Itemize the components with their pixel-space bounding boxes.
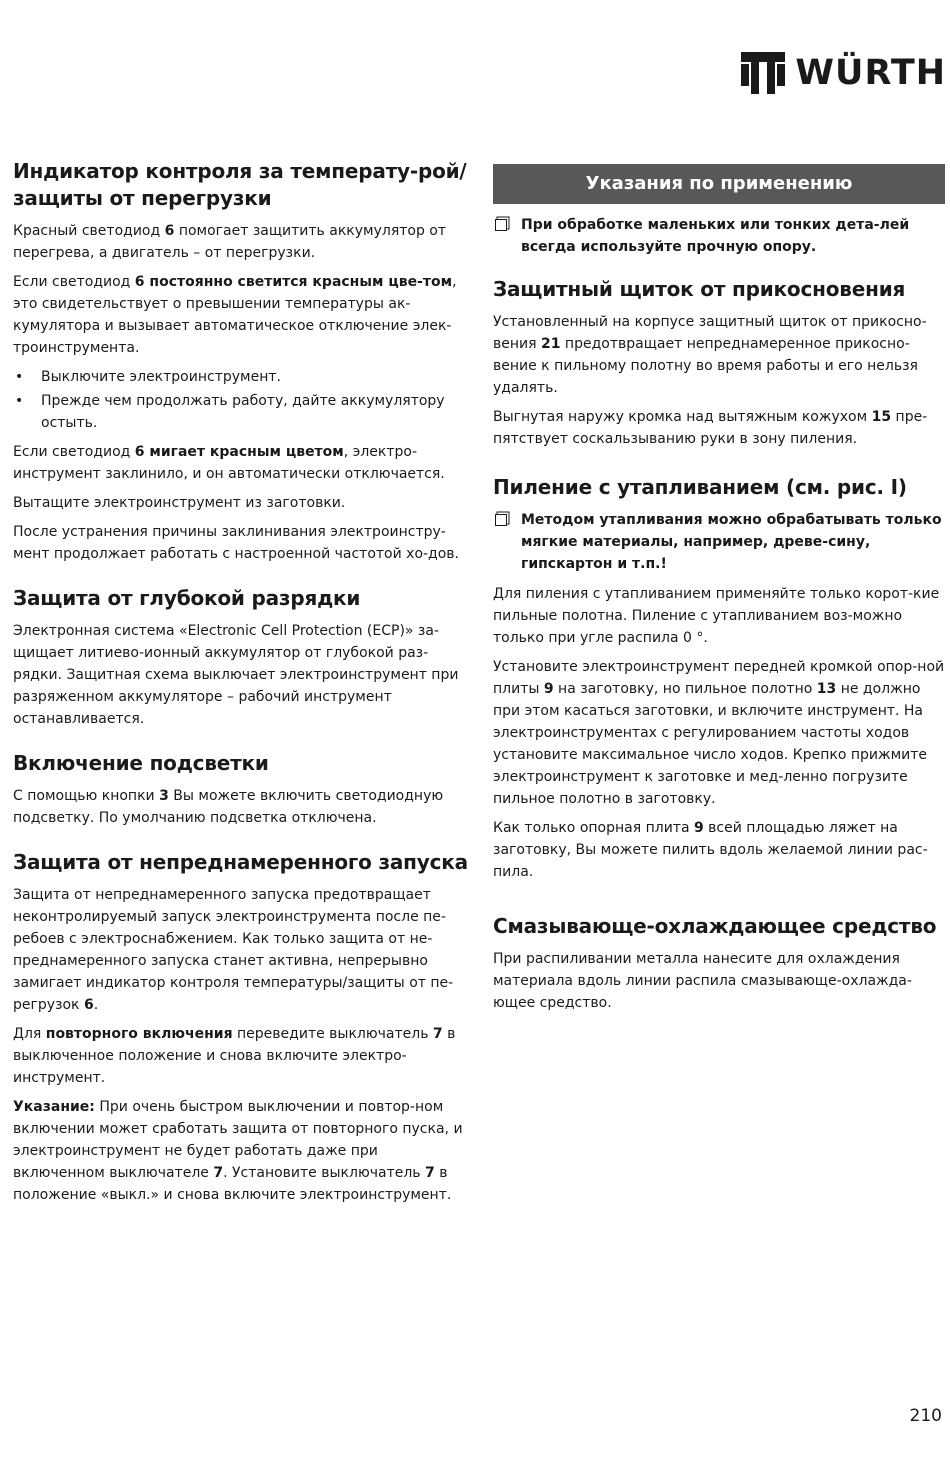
checkbox-square-icon bbox=[495, 219, 507, 231]
section-title: Защитный щиток от прикосновения bbox=[493, 277, 906, 301]
section-contact-guard bbox=[493, 276, 945, 450]
paragraph: Вытащите электроинструмент из заготовки. bbox=[13, 495, 346, 511]
paragraph: Если светодиод 6 мигает красным цветом, электро-инструмент заклинило, и он автоматически отключается. bbox=[13, 444, 445, 482]
paragraph: Если светодиод 6 постоянно светится красным цве-том, это свидетельствует о превышении температуры ак-кумулятора и вызывает автоматическое отключение элек-троинструмента. bbox=[13, 274, 457, 356]
section-light bbox=[13, 750, 468, 829]
section-restart-protection bbox=[13, 849, 468, 1206]
paragraph: Указание: При очень быстром выключении и повтор-ном включении может сработать защита от повторного пуска, и электроинструмент не будет работать даже при включенном выключателе 7. Установите выключатель 7 в положение «выкл.» и снова включите электроинструмент. bbox=[13, 1099, 463, 1203]
paragraph: После устранения причины заклинивания электроинстру-мент продолжает работать с настроенной частотой хо-дов. bbox=[13, 524, 460, 562]
section-title: Защита от непреднамеренного запуска bbox=[13, 850, 468, 874]
paragraph: Защита от непреднамеренного запуска предотвращает неконтролируемый запуск электроинструмента после пе-ребоев с электроснабжением. Как только защита от не-преднамеренного запуска станет активна, непрерывно замигает индикатор контроля температуры/защиты от пе-регрузок 6. bbox=[13, 887, 454, 1013]
paragraph: Выгнутая наружу кромка над вытяжным кожухом 15 пре-пятствует соскальзыванию руки в зону пиления. bbox=[493, 409, 928, 447]
section-title: Смазывающе-охлаждающее средство bbox=[493, 914, 937, 938]
bullet-list bbox=[13, 366, 468, 434]
paragraph: Как только опорная плита 9 всей площадью ляжет на заготовку, Вы можете пилить вдоль желаемой линии рас-пила. bbox=[493, 820, 928, 880]
page-number: 210 bbox=[909, 1406, 942, 1426]
section-title: Защита от глубокой разрядки bbox=[13, 586, 361, 610]
section-title: Индикатор контроля за температу-рой/защиты от перегрузки bbox=[13, 159, 467, 210]
brand-logo bbox=[739, 48, 946, 98]
warning-note: Методом утапливания можно обрабатывать только мягкие материалы, например, древе-сину, гипскартон и т.п.! bbox=[493, 509, 945, 575]
section-banner: Указания по применению bbox=[493, 164, 945, 204]
paragraph: Электронная система «Electronic Cell Protection (ECP)» за-щищает литиево-ионный аккумулятор от глубокой раз-рядки. Защитная схема выключает электроинструмент при разряженном аккумуляторе – рабочий инструмент останавливается. bbox=[13, 623, 459, 727]
paragraph: Красный светодиод 6 помогает защитить аккумулятор от перегрева, а двигатель – от перегрузки. bbox=[13, 223, 447, 261]
checkbox-square-icon bbox=[495, 514, 507, 526]
paragraph: Установите электроинструмент передней кромкой опор-ной плиты 9 на заготовку, но пильное полотно 13 не должно при этом касаться заготовки, и включите инструмент. На электроинструментах с регулированием частоты ходов установите максимальное число ходов. Крепко прижмите электроинструмент к заготовке и мед-ленно погрузите пильное полотно в заготовку. bbox=[493, 659, 945, 807]
list-item: • Прежде чем продолжать работу, дайте аккумулятору остыть. bbox=[13, 390, 468, 434]
paragraph: При распиливании металла нанесите для охлаждения материала вдоль линии распила смазывающе-охлажда-ющее средство. bbox=[493, 951, 912, 1011]
bullet-icon: • bbox=[15, 393, 24, 409]
wurth-logo-icon bbox=[739, 50, 787, 96]
warning-note: При обработке маленьких или тонких дета-лей всегда используйте прочную опору. bbox=[493, 214, 945, 258]
left-column bbox=[13, 158, 468, 1226]
section-deep-discharge bbox=[13, 585, 468, 730]
section-plunge-cutting bbox=[493, 474, 945, 883]
paragraph: С помощью кнопки 3 Вы можете включить светодиодную подсветку. По умолчанию подсветка отключена. bbox=[13, 788, 444, 826]
bullet-icon: • bbox=[15, 369, 24, 385]
right-column bbox=[493, 164, 945, 1034]
section-title: Пиление с утапливанием (см. рис. I) bbox=[493, 475, 907, 499]
section-coolant bbox=[493, 913, 945, 1014]
section-temperature-indicator bbox=[13, 158, 468, 565]
list-item: • Выключите электроинструмент. bbox=[13, 366, 468, 388]
paragraph: Установленный на корпусе защитный щиток от прикосно-вения 21 предотвращает непреднамеренное прикосно-вение к пильному полотну во время работы и его нельзя удалять. bbox=[493, 314, 927, 396]
paragraph: Для пиления с утапливанием применяйте только корот-кие пильные полотна. Пиление с утапливанием воз-можно только при угле распила 0 °. bbox=[493, 586, 940, 646]
section-title: Включение подсветки bbox=[13, 751, 269, 775]
brand-name: WÜRTH bbox=[795, 52, 946, 93]
paragraph: Для повторного включения переведите выключатель 7 в выключенное положение и снова включите электро-инструмент. bbox=[13, 1026, 456, 1086]
